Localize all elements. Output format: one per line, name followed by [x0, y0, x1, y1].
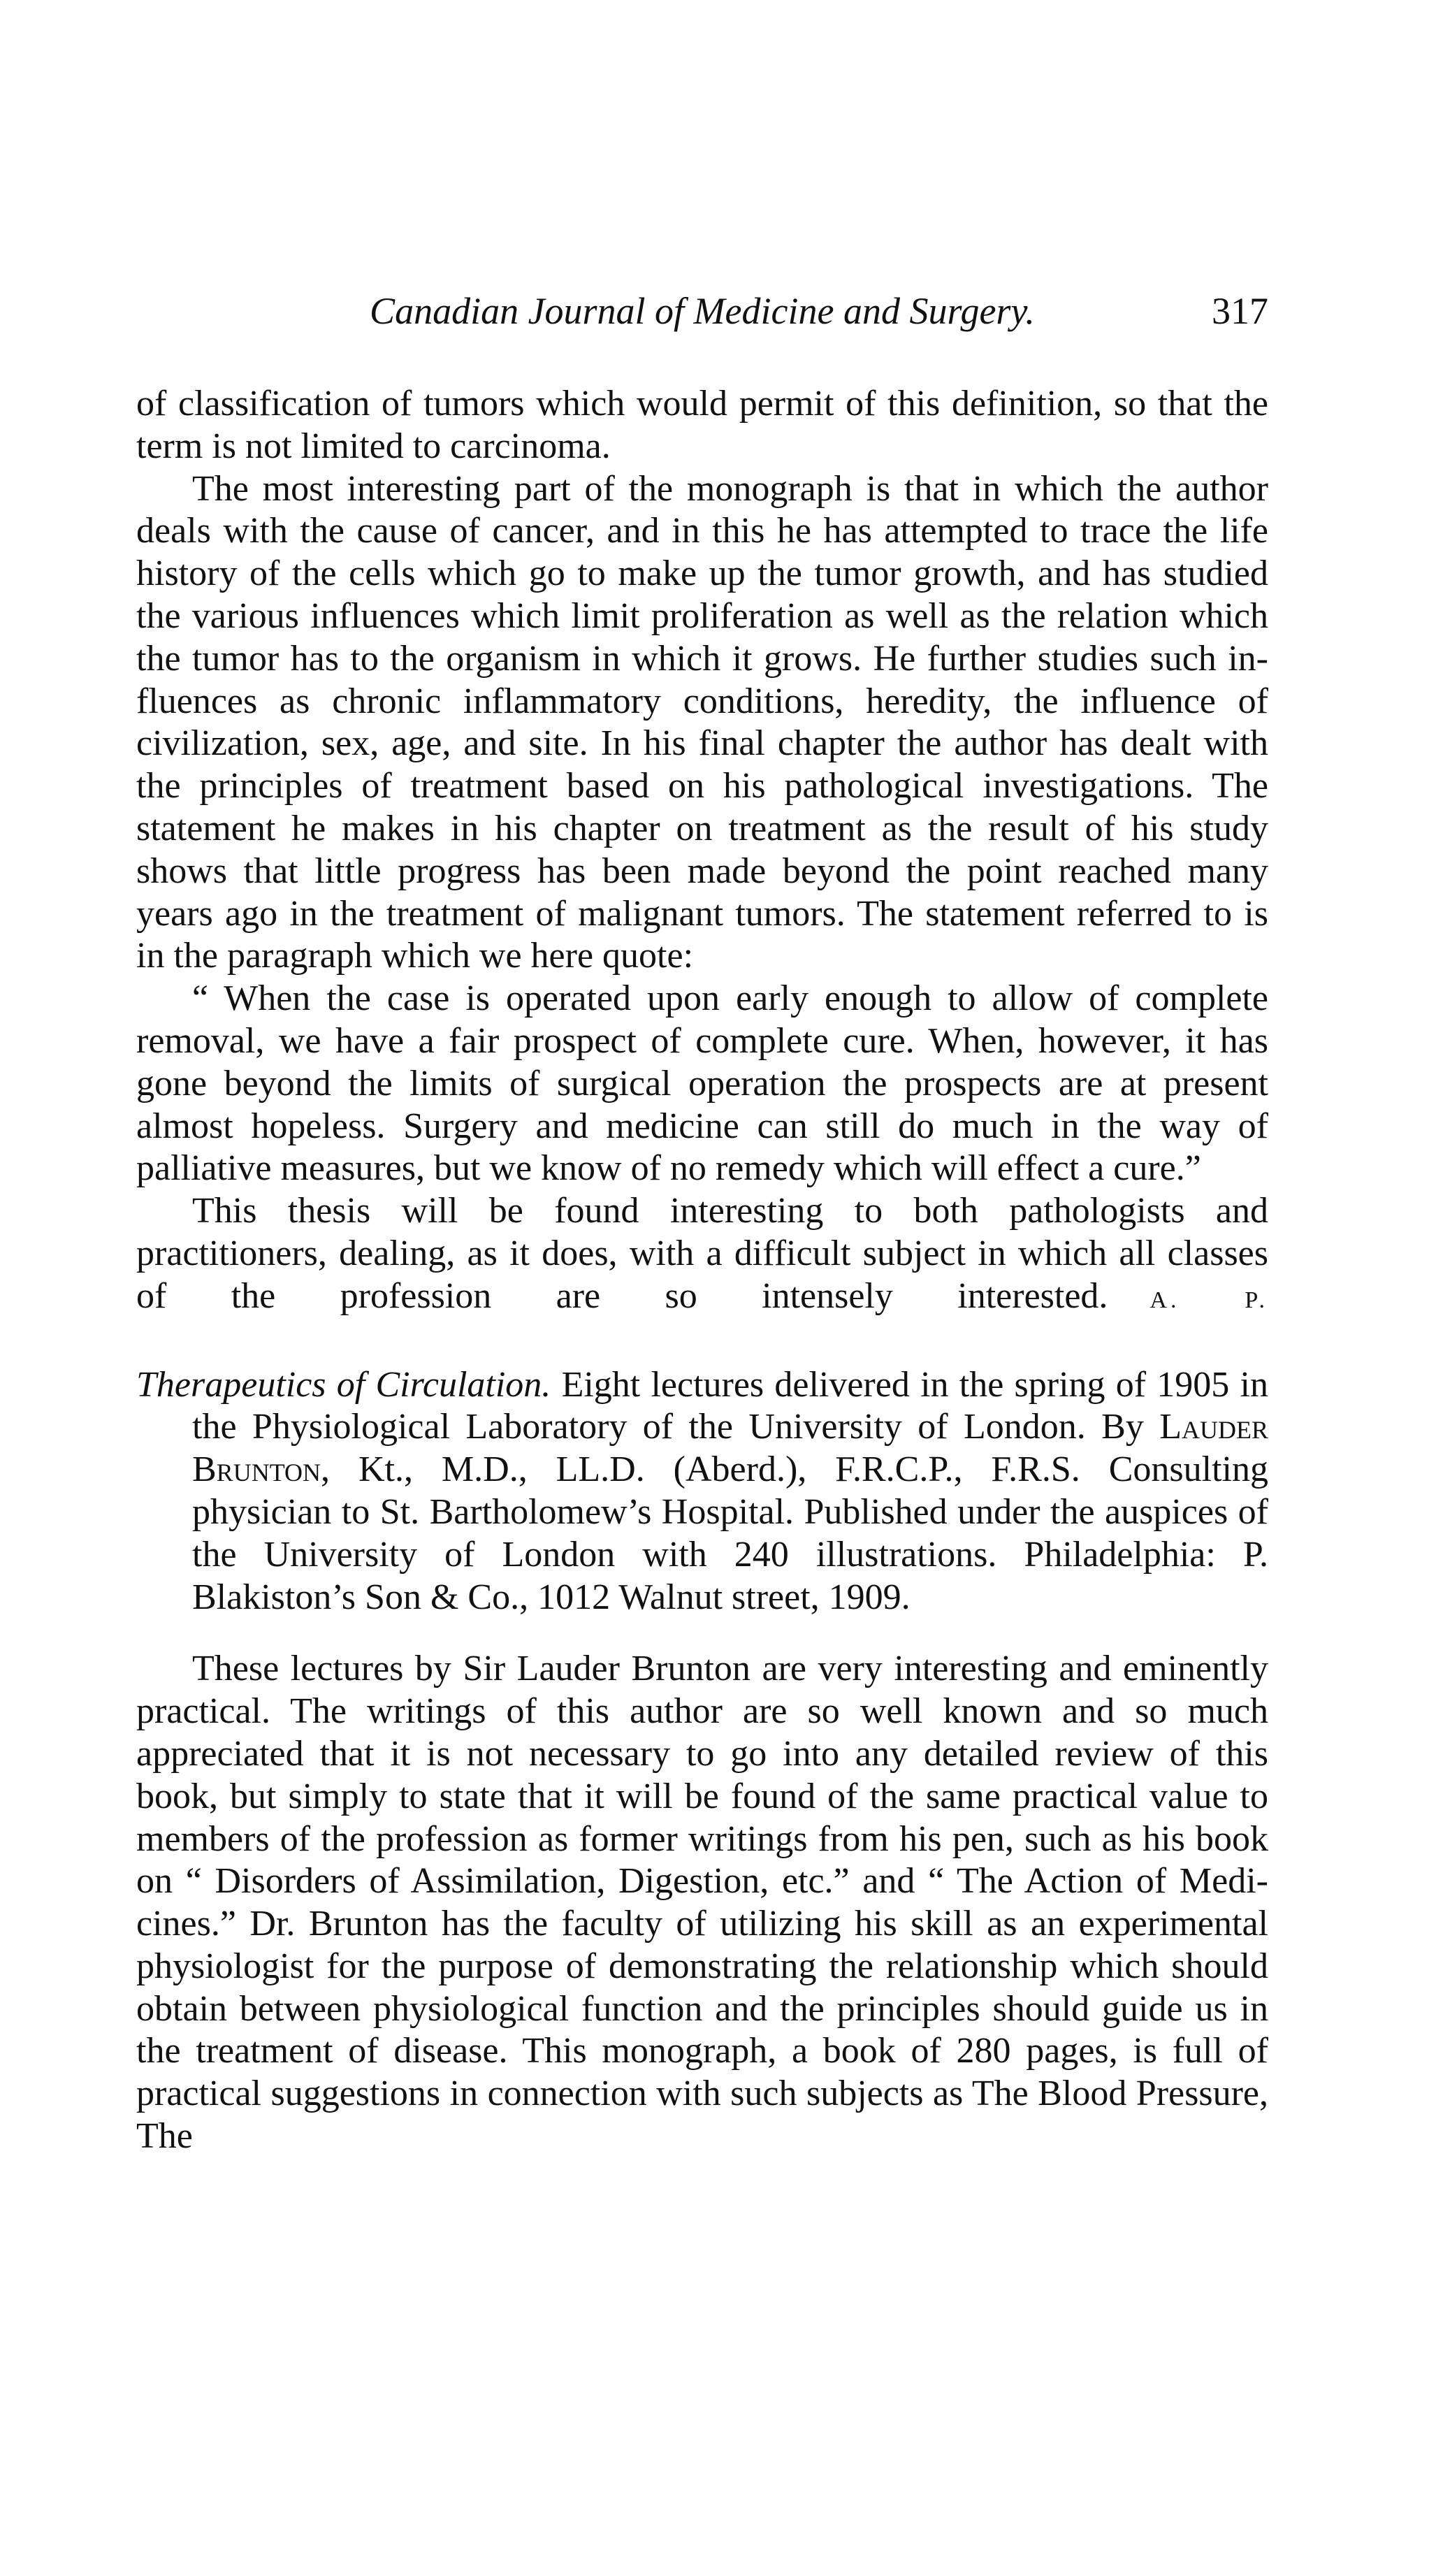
- page-number: 317: [1212, 290, 1268, 332]
- book-citation: [136, 1364, 1268, 1619]
- continuation-paragraph: of classification of tumors which would permit of this definition, so that the term is not limited to carcinoma.: [136, 384, 1268, 466]
- book-author: Lauder Brunton: [192, 1407, 1268, 1490]
- citation-text-2: , Kt., M.D., LL.D. (Aberd.), F.R.C.P., F.R.S. Consulting physician to St. Bartholomew’s Hospital. Published under the auspices of the University of London with 240 illustrations. Philadelphia: P. Blakiston’s Son & Co., 1012 Walnut street, 1909.: [192, 1449, 1268, 1617]
- closing-text: This thesis will be found interesting to both pathologists and practitioners, dealing, as it does, with a difficult subject in which all classes of the profession are so intensely interested.: [136, 1191, 1268, 1316]
- journal-title: Canadian Journal of Medicine and Surgery.: [370, 290, 1035, 332]
- running-head: [136, 280, 1268, 342]
- citation-text-1: Eight lectures delivered in the spring of 1905 in the Physiological Laboratory of the University of London. By: [192, 1364, 1268, 1447]
- journal-page: [136, 280, 1268, 2158]
- reviewer-initials: A. P.: [1149, 1287, 1268, 1313]
- review-paragraph: These lectures by Sir Lauder Brunton are very interesting and eminently practical. The writings of this author are so well known and so much appreciated that it is not necessary to go into any detailed review of this book, but simply to state that it will be found of the same practical value to members of the profession as former writings from his pen, such as his book on “ Disorders of Assimilation, Digestion, etc.” and “ The Action of Medicines.” Dr. Brunton has the faculty of utilizing his skill as an experimental physiologist for the purpose of demonstrating the relationship which should obtain between physiological function and the principles should guide us in the treatment of disease. This monograph, a book of 280 pages, is full of practical suggestions in connection with such subjects as The Blood Pressure, The: [136, 1649, 1268, 2157]
- monograph-paragraph: The most interesting part of the monograph is that in which the author deals with the cause of cancer, and in this he has attempted to trace the life history of the cells which go to make up the tumor growth, and has studied the various influences which limit proliferation as well as the relation which the tumor has to the organism in which it grows. He further studies such influences as chronic inflammatory conditions, heredity, the influence of civilization, sex, age, and site. In his final chapter the author has dealt with the principles of treatment based on his pathological investigations. The statement he makes in his chapter on treatment as the result of his study shows that little progress has been made beyond the point reached many years ago in the treatment of malignant tumors. The statement referred to is in the paragraph which we here quote:: [136, 468, 1268, 976]
- book-title: Therapeutics of Circulation.: [136, 1364, 551, 1405]
- quoted-passage: “ When the case is operated upon early enough to allow of complete removal, we have a fair prospect of complete cure. When, however, it has gone beyond the limits of surgical operation the prospects are at present almost hopeless. Surgery and medicine can still do much in the way of palliative measures, but we know of no remedy which will effect a cure.”: [136, 978, 1268, 1189]
- closing-paragraph: [136, 1190, 1268, 1322]
